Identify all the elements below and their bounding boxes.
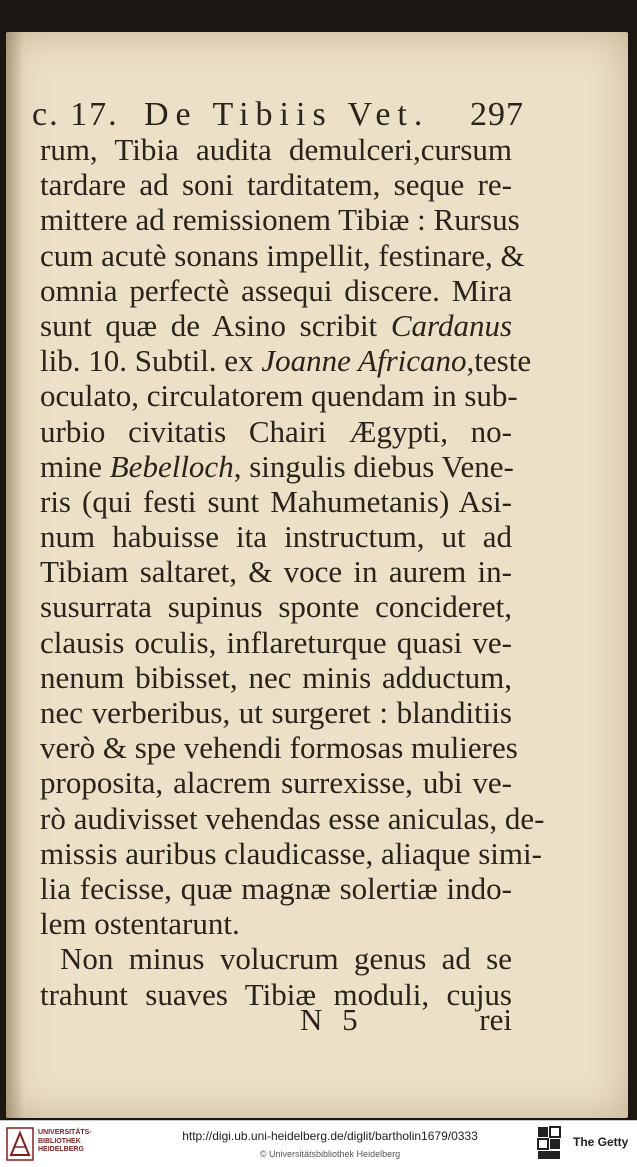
text-line: oculato, circulatorem quendam in sub-: [40, 378, 518, 414]
text-run: ,teste: [466, 343, 532, 379]
text-line-mixed: [40, 449, 512, 484]
text-line: lia fecisse, quæ magnæ solertiæ indo-: [40, 870, 512, 906]
library-name-line: HEIDELBERG: [38, 1146, 84, 1153]
italic-name: Cardanus: [390, 307, 513, 343]
permalink-url[interactable]: http://digi.ub.uni-heidelberg.de/diglit/bartholin1679/0333: [182, 1129, 478, 1143]
text-run: lib. 10. Subtil. ex: [40, 343, 254, 379]
paragraph-start: Non minus volucrum genus ad se: [60, 941, 512, 977]
italic-name: Bebelloch: [109, 448, 234, 484]
text-line: susurrata supinus sponte concideret,: [40, 589, 512, 625]
text-line: verò & spe vehendi formosas mulieres: [40, 730, 518, 766]
partner-name: The Getty: [573, 1135, 629, 1149]
text-line: trahunt suaves Tibiæ moduli, cujus: [40, 976, 512, 1012]
page-footer: [40, 1002, 512, 1038]
library-name-line: UNIVERSITÄTS-: [38, 1129, 92, 1136]
text-line: clausis oculis, inflareturque quasi ve-: [40, 624, 512, 660]
page-number: 297: [470, 96, 524, 133]
body-text: [40, 132, 545, 1012]
university-seal-icon: [6, 1127, 34, 1161]
header-title: De Tibiis Vet.: [144, 96, 430, 133]
text-line: nec verberibus, ut surgeret : blanditiis: [40, 695, 512, 730]
text-line: ris (qui festi sunt Mahumetanis) Asi-: [40, 483, 512, 519]
italic-name: Joanne Africano: [261, 343, 467, 379]
text-line: tardare ad soni tarditatem, seque re-: [40, 167, 512, 203]
text-run: , singulis diebus Vene-: [233, 448, 514, 484]
copyright-notice: © Universitätsbibliothek Heidelberg: [259, 1149, 401, 1159]
text-line: omnia perfectè assequi discere. Mira: [40, 272, 512, 308]
getty-logo-icon: [536, 1125, 564, 1163]
text-line: cum acutè sonans impellit, festinare, &: [40, 237, 525, 273]
book-page: [6, 32, 628, 1118]
text-run: mine: [40, 448, 102, 484]
signature-mark: N 5: [300, 1002, 364, 1037]
text-line-mixed: [40, 308, 512, 343]
text-line: nenum bibisset, nec minis adductum,: [40, 659, 512, 695]
running-header: [32, 74, 524, 138]
header-chapter: c. 17.: [32, 96, 119, 133]
text-line: rum, Tibia audita demulceri,cursum: [40, 132, 512, 167]
text-line: lem ostentarunt.: [40, 906, 240, 942]
text-line: rò audivisset vehendas esse aniculas, de-: [40, 800, 545, 836]
text-line: mittere ad remissionem Tibiæ : Rursus: [40, 202, 520, 238]
text-run: sunt quæ de Asino scribit: [40, 307, 378, 343]
catchword: rei: [479, 1002, 512, 1037]
text-line: missis auribus claudicasse, aliaque simi-: [40, 835, 542, 871]
text-line-mixed: [40, 343, 532, 379]
library-name-line: BIBLIOTHEK: [38, 1137, 81, 1145]
viewer-footer-bar: [0, 1120, 637, 1167]
library-name: [38, 1129, 92, 1155]
text-line: proposita, alacrem surrexisse, ubi ve-: [40, 765, 512, 801]
text-line: Tibiam saltaret, & voce in aurem in-: [40, 554, 512, 590]
text-line: urbio civitatis Chairi Ægypti, no-: [40, 413, 512, 449]
text-line: num habuisse ita instructum, ut ad: [40, 519, 512, 555]
